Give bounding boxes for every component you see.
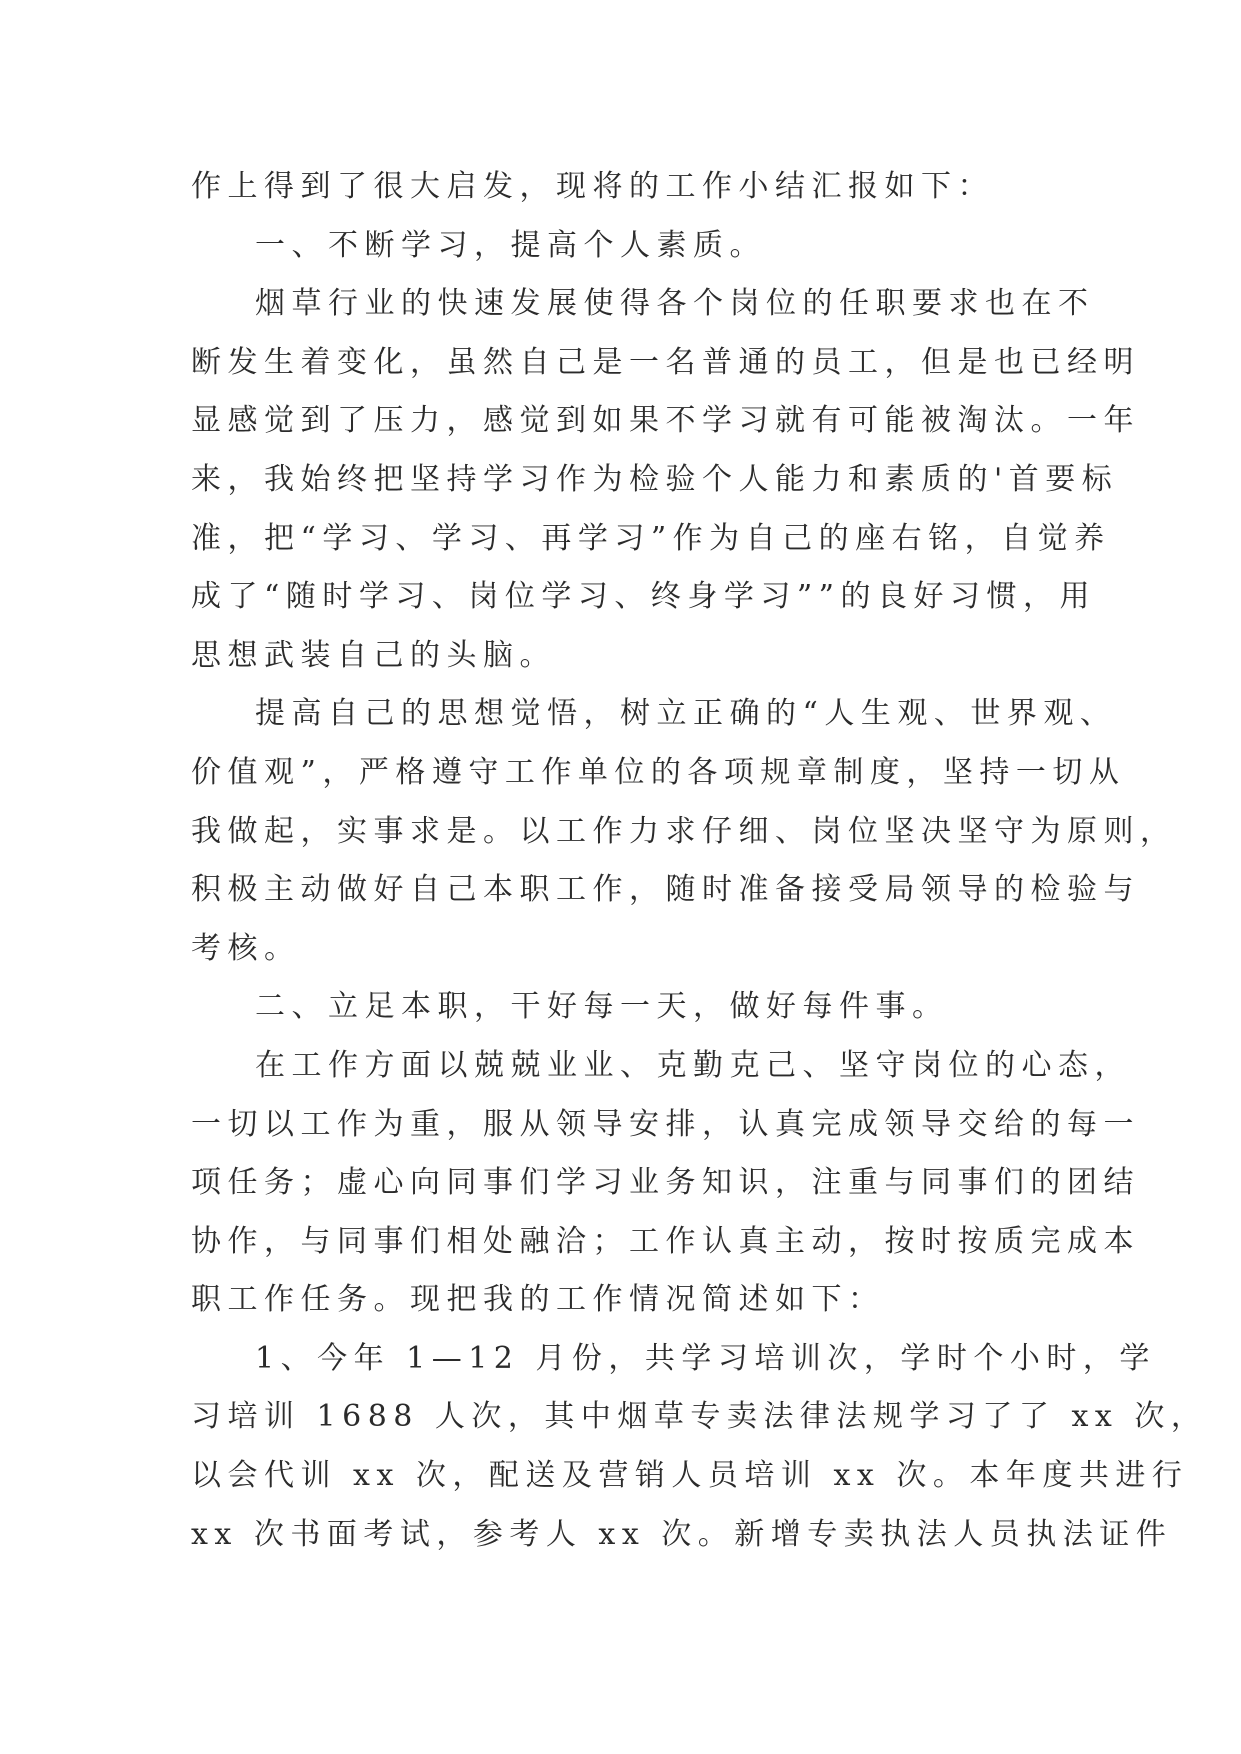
text-line: 以会代训 xx 次，配送及营销人员培训 xx 次。本年度共进行 [191,1458,1189,1494]
text-line: 断发生着变化，虽然自己是一名普通的员工，但是也已经明 [191,344,1140,380]
section-heading: 一、不断学习，提高个人素质。 [255,227,766,263]
text-line: 一切以工作为重，服从领导安排，认真完成领导交给的每一 [191,1106,1140,1142]
text-line: 思想武装自己的头脑。 [191,637,556,673]
text-line: 准，把“学习、学习、再学习”作为自己的座右铭，自觉养 [191,520,1111,556]
text-line: 积极主动做好自己本职工作，随时准备接受局领导的检验与 [191,872,1140,908]
text-line: 成了“随时学习、岗位学习、终身学习””的良好习惯，用 [191,579,1097,615]
text-line: 价值观”，严格遵守工作单位的各项规章制度，坚持一切从 [191,754,1126,790]
text-line: 协作，与同事们相处融洽；工作认真主动，按时按质完成本 [191,1223,1140,1259]
text-line: 作上得到了很大启发，现将的工作小结汇报如下： [191,169,994,204]
text-line: 1、今年 1—12 月份，共学习培训次，学时个小时，学 [255,1340,1156,1376]
text-line: 我做起，实事求是。以工作力求仔细、岗位坚决坚守为原则， [191,813,1177,849]
text-line: 来，我始终把坚持学习作为检验个人能力和素质的'首要标 [191,461,1119,497]
text-line: 在工作方面以兢兢业业、克勤克己、坚守岗位的心态， [255,1047,1131,1083]
section-heading: 二、立足本职，干好每一天，做好每件事。 [255,989,949,1025]
document-body [191,158,1208,1564]
text-line: 考核。 [191,930,301,966]
text-line: xx 次书面考试，参考人 xx 次。新增专卖执法人员执法证件 [191,1516,1173,1552]
text-line: 提高自己的思想觉悟，树立正确的“人生观、世界观、 [255,696,1117,732]
text-line: 烟草行业的快速发展使得各个岗位的任职要求也在不 [255,286,1095,322]
text-line: 职工作任务。现把我的工作情况简述如下： [191,1282,885,1318]
text-line: 显感觉到了压力，感觉到如果不学习就有可能被淘汰。一年 [191,403,1140,439]
text-line: 习培训 1688 人次，其中烟草专卖法律法规学习了了 xx 次， [191,1399,1208,1435]
text-line: 项任务；虚心向同事们学习业务知识，注重与同事们的团结 [191,1165,1140,1201]
